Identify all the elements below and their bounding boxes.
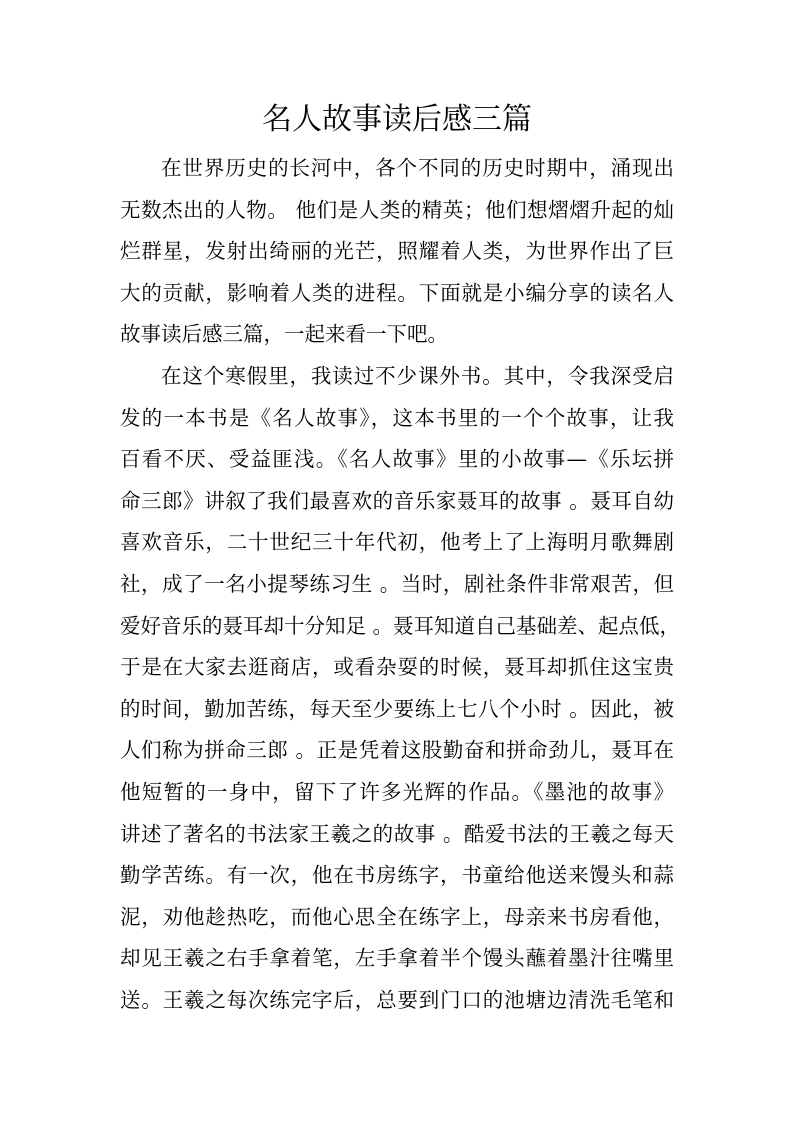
paragraph-2-line-1: 在这个寒假里，我读过不少课外书。其中，令我深受启 (161, 363, 674, 388)
paragraph-2-line-6: 社，成了一名小提琴练习生 。当时，剧社条件非常艰苦，但 (120, 571, 674, 596)
paragraph-2-line-14: 泥，劝他趁热吃，而他心思全在练字上，母亲来书房看他， (120, 904, 674, 929)
paragraph-1-line-2: 无数杰出的人物。 他们是人类的精英；他们想熠熠升起的灿 (120, 197, 674, 222)
paragraph-2-line-3: 百看不厌、受益匪浅。《名人故事》里的小故事—《乐坛拼 (120, 447, 674, 472)
paragraph-2-line-12: 讲述了著名的书法家王羲之的故事 。酷爱书法的王羲之每天 (120, 821, 674, 846)
paragraph-2-line-15: 却见王羲之右手拿着笔，左手拿着半个馒头蘸着墨汁往嘴里 (120, 946, 674, 971)
paragraph-2-line-13: 勤学苦练。有一次，他在书房练字，书童给他送来馒头和蒜 (120, 863, 674, 888)
document-title: 名人故事读后感三篇 (262, 102, 532, 137)
paragraph-2-line-2: 发的一本书是《名人故事》，这本书里的一个个故事，让我 (120, 405, 674, 430)
paragraph-2-line-7: 爱好音乐的聂耳却十分知足 。聂耳知道自己基础差、起点低， (120, 613, 681, 638)
document-body (120, 148, 681, 1021)
paragraph-1-line-5: 故事读后感三篇，一起来看一下吧。 (120, 322, 448, 347)
paragraph-2-line-9: 的时间，勤加苦练，每天至少要练上七八个小时 。因此，被 (120, 696, 674, 721)
paragraph-2-line-8: 于是在大家去逛商店，或看杂耍的时候，聂耳却抓住这宝贵 (120, 655, 674, 680)
paragraph-2-line-5: 喜欢音乐，二十世纪三十年代初，他考上了上海明月歌舞剧 (120, 530, 674, 555)
paragraph-2-line-16: 送。王羲之每次练完字后，总要到门口的池塘边清洗毛笔和 (120, 987, 674, 1012)
paragraph-1-line-4: 大的贡献，影响着人类的进程。下面就是小编分享的读名人 (120, 280, 674, 305)
paragraph-1-line-1: 在世界历史的长河中，各个不同的历史时期中，涌现出 (161, 156, 674, 180)
paragraph-2-line-4: 命三郎》讲叙了我们最喜欢的音乐家聂耳的故事 。聂耳自幼 (120, 488, 674, 513)
paragraph-2-line-11: 他短暂的一身中，留下了许多光辉的作品。《墨池的故事》 (120, 779, 674, 804)
paragraph-1-line-3: 烂群星，发射出绮丽的光芒，照耀着人类，为世界作出了巨 (120, 239, 674, 264)
paragraph-2-line-10: 人们称为拼命三郎 。正是凭着这股勤奋和拼命劲儿，聂耳在 (120, 738, 674, 763)
